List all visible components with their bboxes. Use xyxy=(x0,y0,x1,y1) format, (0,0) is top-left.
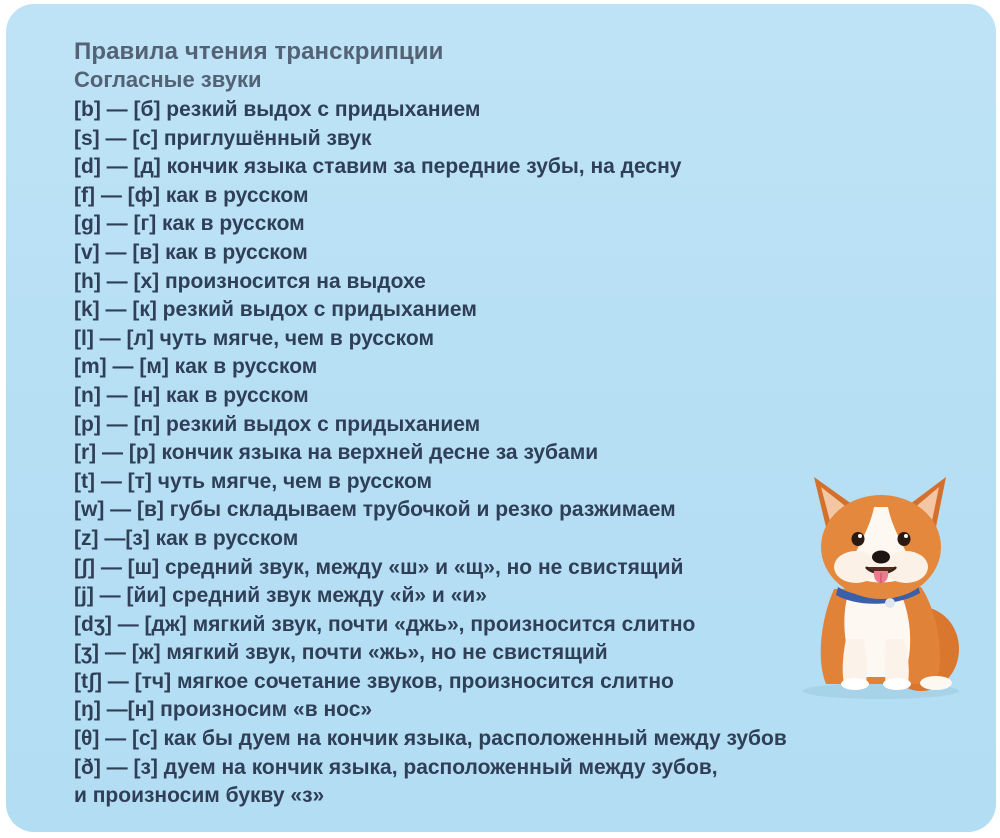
rule-g: [g] — [г] как в русском xyxy=(74,212,305,236)
card-background xyxy=(6,4,996,832)
rule-n: [n] — [н] как в русском xyxy=(74,383,309,407)
rule-theta: [θ] — [с] как бы дуем на кончик языка, расположенный между зубов xyxy=(74,727,787,751)
rule-d: [d] — [д] кончик языка ставим за передние зубы, на десну xyxy=(74,155,682,179)
section-subtitle: Согласные звуки xyxy=(74,67,262,92)
rule-m: [m] — [м] как в русском xyxy=(74,355,318,379)
rule-z: [z] —[з] как в русском xyxy=(74,526,299,550)
rule-b: [b] — [б] резкий выдох с придыханием xyxy=(74,98,481,121)
rule-k: [k] — [к] резкий выдох с придыханием xyxy=(74,298,477,322)
rule-j: [j] — [йи] средний звук между «й» и «и» xyxy=(74,584,487,608)
rule-l: [l] — [л] чуть мягче, чем в русском xyxy=(74,326,434,350)
rule-h: [h] — [х] произносится на выдохе xyxy=(74,269,426,293)
rule-sh: [ʃ] — [ш] средний звук, между «ш» и «щ», но не свистящий xyxy=(74,555,684,579)
rule-w: [w] — [в] губы складываем трубочкой и резко разжимаем xyxy=(74,498,676,522)
rule-ng: [ŋ] —[н] произносим «в нос» xyxy=(74,698,373,722)
rules-content xyxy=(74,38,787,811)
rule-dzh: [dʒ] — [дж] мягкий звук, почти «джь», произносится слитно xyxy=(74,612,696,636)
rule-f: [f] — [ф] как в русском xyxy=(74,183,309,207)
rule-eth-continuation: и произносим букву «з» xyxy=(74,784,325,808)
rule-s: [s] — [с] приглушённый звук xyxy=(74,126,372,150)
rule-t: [t] — [т] чуть мягче, чем в русском xyxy=(74,469,433,493)
rule-p: [p] — [п] резкий выдох с придыханием xyxy=(74,412,481,436)
corgi-dog-illustration xyxy=(786,469,976,704)
page-title: Правила чтения транскрипции xyxy=(74,38,444,65)
rule-tsh: [tʃ] — [тч] мягкое сочетание звуков, произносится слитно xyxy=(74,669,674,693)
rule-zh: [ʒ] — [ж] мягкий звук, почти «жь», но не свистящий xyxy=(74,641,608,665)
rule-v: [v] — [в] как в русском xyxy=(74,240,308,264)
rule-eth: [ð] — [з] дуем на кончик языка, расположенный между зубов, xyxy=(74,755,718,779)
rule-r: [r] — [р] кончик языка на верхней десне за зубами xyxy=(74,441,599,465)
